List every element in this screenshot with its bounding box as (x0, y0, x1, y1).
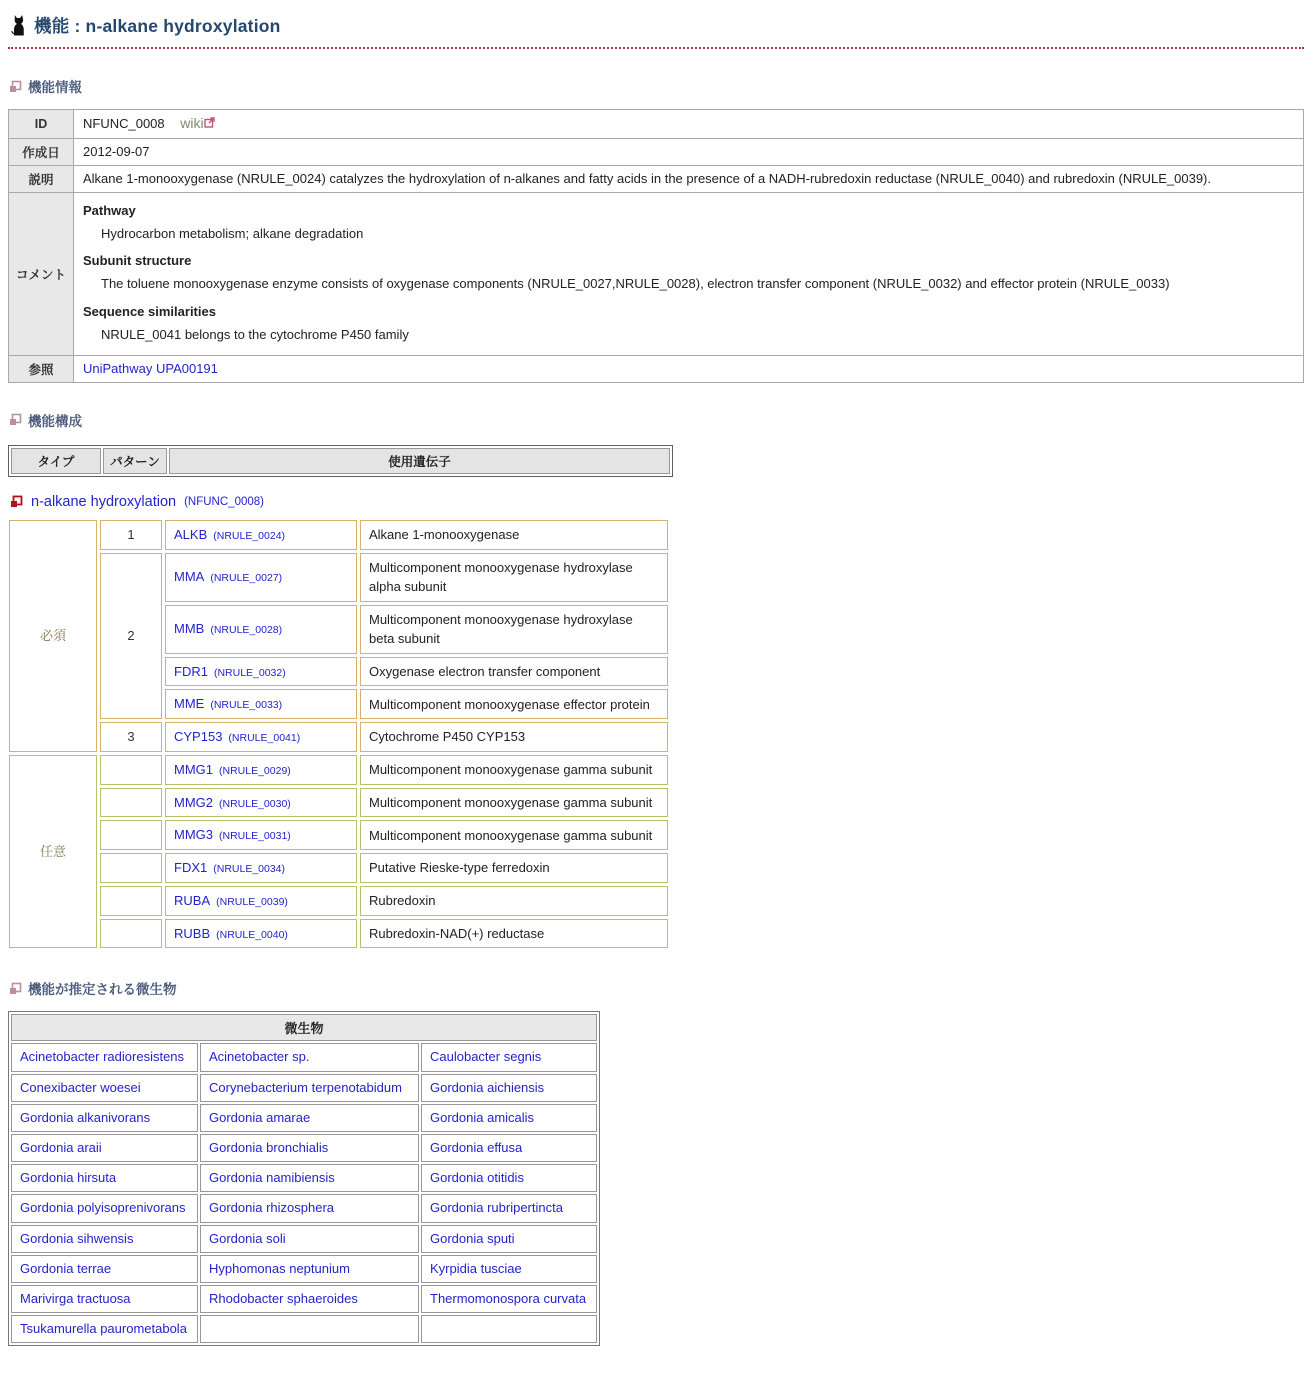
function-name-link[interactable]: n-alkane hydroxylation (31, 493, 177, 510)
pattern-cell (100, 788, 162, 818)
microbe-link[interactable]: Gordonia bronchialis (209, 1140, 329, 1156)
gene-row (9, 520, 668, 550)
microbe-link[interactable]: Gordonia namibiensis (209, 1170, 335, 1186)
type-cell-required: 必須 (9, 520, 97, 752)
gene-row (9, 755, 668, 785)
cat-icon (11, 14, 26, 37)
microbe-link[interactable]: Gordonia araii (20, 1140, 102, 1156)
wiki-link[interactable]: wiki (180, 115, 204, 131)
section-title: 機能が推定される微生物 (28, 982, 177, 998)
unipathway-link[interactable]: UniPathway UPA00191 (83, 360, 218, 376)
microbe-link[interactable]: Tsukamurella paurometabola (20, 1321, 187, 1337)
gene-row (9, 919, 668, 949)
gene-description: Cytochrome P450 CYP153 (360, 722, 668, 752)
table-row (9, 138, 1304, 165)
composition-table (6, 517, 671, 952)
function-link-line (10, 494, 1304, 510)
gene-description: Multicomponent monooxygenase effector protein (360, 689, 668, 719)
gene-cell (165, 520, 357, 550)
microbe-link[interactable]: Hyphomonas neptunium (209, 1260, 350, 1276)
row-label: 参照 (9, 355, 74, 382)
empty-cell (421, 1315, 597, 1343)
gene-description: Oxygenase electron transfer component (360, 657, 668, 687)
pattern-cell (100, 755, 162, 785)
section-card-icon (9, 80, 22, 93)
page-header (8, 6, 1304, 49)
table-row (11, 1164, 597, 1192)
pattern-cell (100, 886, 162, 916)
rule-link[interactable]: (NRULE_0024) (213, 529, 286, 542)
microbe-link[interactable]: Gordonia hirsuta (20, 1170, 117, 1186)
gene-row (9, 722, 668, 752)
rule-link[interactable]: (NRULE_0039) (216, 895, 288, 908)
gene-link[interactable]: ALKB (174, 526, 208, 542)
gene-link[interactable]: MME (174, 696, 205, 712)
gene-description: Multicomponent monooxygenase gamma subunit (360, 820, 668, 850)
table-row (11, 1225, 597, 1253)
gene-cell (165, 657, 357, 687)
microbe-link[interactable]: Gordonia soli (209, 1230, 286, 1246)
microbe-link[interactable]: Gordonia sputi (430, 1230, 515, 1246)
table-row (11, 1255, 597, 1283)
gene-link[interactable]: MMB (174, 621, 205, 637)
microbe-link[interactable]: Gordonia polyisoprenivorans (20, 1200, 186, 1216)
rule-link[interactable]: (NRULE_0028) (210, 624, 283, 637)
gene-cell (165, 553, 357, 602)
gene-cell (165, 919, 357, 949)
gene-link[interactable]: FDR1 (174, 663, 208, 679)
table-row (11, 1315, 597, 1343)
pattern-cell: 2 (100, 553, 162, 720)
microbe-link[interactable]: Acinetobacter radioresistens (20, 1049, 185, 1065)
section-title: 機能情報 (28, 80, 82, 95)
table-row (11, 1104, 597, 1132)
comment-block-heading: Subunit structure (83, 253, 192, 269)
gene-description: Rubredoxin (360, 886, 668, 916)
microbe-link[interactable]: Gordonia effusa (430, 1140, 523, 1156)
microbe-link[interactable]: Gordonia otitidis (430, 1170, 524, 1186)
gene-link[interactable]: MMG1 (174, 761, 213, 777)
function-card-icon (10, 495, 23, 508)
section-heading-info (9, 76, 1304, 96)
table-row (11, 1194, 597, 1222)
table-row (9, 110, 1304, 139)
section-card-icon (9, 413, 22, 426)
microbe-link[interactable]: Gordonia amarae (209, 1109, 311, 1125)
rule-link[interactable]: (NRULE_0030) (219, 797, 291, 810)
composition-header-table (8, 445, 673, 477)
gene-description: Multicomponent monooxygenase gamma subunit (360, 755, 668, 785)
created-date-value: 2012-09-07 (74, 138, 1304, 165)
rule-link[interactable]: (NRULE_0034) (213, 863, 286, 876)
microbe-link[interactable]: Gordonia alkanivorans (20, 1109, 151, 1125)
microbe-link[interactable]: Thermomonospora curvata (430, 1290, 587, 1306)
function-id-link[interactable]: (NFUNC_0008) (184, 495, 264, 508)
gene-row (9, 553, 668, 602)
rule-link[interactable]: (NRULE_0032) (213, 666, 286, 679)
page-title: 機能 : n-alkane hydroxylation (34, 16, 281, 36)
gene-link[interactable]: RUBA (174, 892, 211, 908)
comment-block-text: Hydrocarbon metabolism; alkane degradation (101, 226, 364, 242)
col-header-genes: 使用遺伝子 (169, 448, 670, 474)
microbe-link[interactable]: Gordonia aichiensis (430, 1079, 545, 1095)
row-label: 作成日 (9, 138, 74, 165)
gene-row (9, 853, 668, 883)
table-row (11, 1074, 597, 1102)
section-heading-microbes (9, 978, 1304, 998)
table-row (11, 1043, 597, 1071)
gene-cell (165, 722, 357, 752)
gene-link[interactable]: MMA (174, 569, 205, 585)
gene-description: Putative Rieske-type ferredoxin (360, 853, 668, 883)
microbe-link[interactable]: Rhodobacter sphaeroides (209, 1290, 358, 1306)
table-row (9, 355, 1304, 382)
description-value: Alkane 1-monooxygenase (NRULE_0024) catalyzes the hydroxylation of n-alkanes and fatty acids in the presence of a NADH-rubredoxin reductase (NRULE_0040) and rubredoxin (NRULE_0039). (74, 165, 1304, 192)
rule-link[interactable]: (NRULE_0040) (216, 928, 288, 941)
gene-row (9, 788, 668, 818)
comment-block-text: The toluene monooxygenase enzyme consists of oxygenase components (NRULE_0027,NRULE_0028), electron transfer component (NRULE_0032) and effector protein (NRULE_0033) (101, 276, 1170, 292)
table-row (9, 165, 1304, 192)
microbes-column-header: 微生物 (11, 1014, 597, 1041)
comment-block-text: NRULE_0041 belongs to the cytochrome P450 family (101, 326, 409, 342)
gene-link[interactable]: FDX1 (174, 860, 208, 876)
gene-cell (165, 755, 357, 785)
empty-cell (200, 1315, 419, 1343)
gene-cell (165, 886, 357, 916)
row-label: 説明 (9, 165, 74, 192)
gene-cell (165, 788, 357, 818)
pattern-cell (100, 820, 162, 850)
gene-cell (165, 689, 357, 719)
function-id-value: NFUNC_0008 (83, 116, 165, 131)
pattern-cell (100, 853, 162, 883)
section-title: 機能構成 (28, 413, 82, 429)
row-label: コメント (9, 192, 74, 355)
row-label: ID (9, 110, 74, 139)
table-row (11, 1285, 597, 1313)
type-cell-optional: 任意 (9, 755, 97, 949)
gene-cell (165, 853, 357, 883)
microbe-link[interactable]: Corynebacterium terpenotabidum (209, 1079, 402, 1095)
table-row (9, 192, 1304, 355)
rule-link[interactable]: (NRULE_0033) (210, 699, 283, 712)
rule-link[interactable]: (NRULE_0031) (219, 830, 291, 843)
microbe-link[interactable]: Gordonia sihwensis (20, 1230, 134, 1246)
gene-link[interactable]: MMG2 (174, 794, 213, 810)
microbe-link[interactable]: Gordonia rhizosphera (209, 1200, 335, 1216)
microbe-link[interactable]: Gordonia terrae (20, 1260, 112, 1276)
gene-cell (165, 605, 357, 654)
gene-link[interactable]: CYP153 (174, 729, 223, 745)
microbe-link[interactable]: Caulobacter segnis (430, 1049, 542, 1065)
microbes-table (8, 1011, 600, 1346)
gene-cell (165, 820, 357, 850)
gene-link[interactable]: MMG3 (174, 827, 213, 843)
section-card-icon (9, 982, 22, 995)
col-header-pattern: パターン (103, 448, 167, 474)
rule-link[interactable]: (NRULE_0027) (210, 572, 283, 585)
gene-description: Rubredoxin-NAD(+) reductase (360, 919, 668, 949)
table-row (11, 1134, 597, 1162)
comment-cell (74, 192, 1304, 355)
function-info-table (8, 109, 1304, 383)
section-heading-composition (9, 410, 1304, 430)
pattern-cell: 3 (100, 722, 162, 752)
external-link-icon[interactable] (204, 117, 215, 128)
pattern-cell (100, 919, 162, 949)
gene-description: Multicomponent monooxygenase hydroxylase alpha subunit (360, 553, 668, 602)
gene-description: Multicomponent monooxygenase gamma subunit (360, 788, 668, 818)
comment-block-heading: Pathway (83, 202, 136, 218)
microbe-link[interactable]: Acinetobacter sp. (209, 1049, 310, 1065)
gene-link[interactable]: RUBB (174, 925, 211, 941)
gene-description: Multicomponent monooxygenase hydroxylase beta subunit (360, 605, 668, 654)
microbe-link[interactable]: Marivirga tractuosa (20, 1290, 131, 1306)
rule-link[interactable]: (NRULE_0041) (228, 732, 301, 745)
pattern-cell: 1 (100, 520, 162, 550)
col-header-type: タイプ (11, 448, 101, 474)
gene-description: Alkane 1-monooxygenase (360, 520, 668, 550)
microbe-link[interactable]: Kyrpidia tusciae (430, 1260, 522, 1276)
gene-row (9, 886, 668, 916)
gene-row (9, 820, 668, 850)
microbe-link[interactable]: Gordonia rubripertincta (430, 1200, 563, 1216)
comment-block-heading: Sequence similarities (83, 303, 216, 319)
rule-link[interactable]: (NRULE_0029) (219, 764, 291, 777)
microbe-link[interactable]: Conexibacter woesei (20, 1079, 141, 1095)
microbe-link[interactable]: Gordonia amicalis (430, 1109, 535, 1125)
